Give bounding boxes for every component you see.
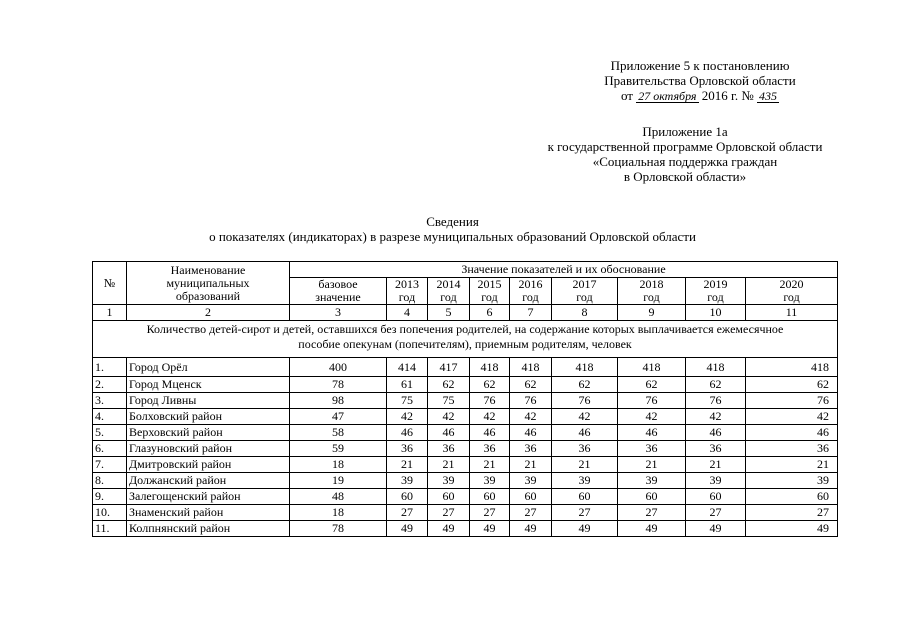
row-year-value: 414 [387,358,428,377]
row-year-value: 39 [746,473,838,489]
row-year-value: 418 [552,358,618,377]
row-base-value: 59 [290,441,387,457]
row-year-value: 21 [618,457,686,473]
row-year-value: 60 [470,489,510,505]
row-year-value: 39 [470,473,510,489]
row-year-value: 76 [618,393,686,409]
row-year-value: 42 [618,409,686,425]
date-prefix: от [620,88,633,103]
row-year-value: 46 [618,425,686,441]
appendix-1a-line3: «Социальная поддержка граждан [592,154,778,169]
col-num-cell: 10 [686,305,746,321]
row-year-value: 76 [470,393,510,409]
row-number: 8. [93,473,127,489]
row-year-value: 39 [686,473,746,489]
col-num-cell: 5 [428,305,470,321]
table-row [93,425,838,441]
row-number: 9. [93,489,127,505]
appendix-5-line2: Правительства Орловской области [604,73,796,88]
col-num-cell: 11 [746,305,838,321]
row-year-value: 418 [470,358,510,377]
row-year-value: 39 [510,473,552,489]
row-municipality-name: Колпнянский район [127,521,290,537]
row-base-value: 48 [290,489,387,505]
row-year-value: 62 [746,377,838,393]
header-year-2018: 2018 год [618,278,686,305]
date-suffix: 2016 г. № [701,88,754,103]
row-year-value: 39 [428,473,470,489]
appendix-1a-line2: к государственной программе Орловской области [547,139,823,154]
row-year-value: 42 [387,409,428,425]
row-number: 6. [93,441,127,457]
row-year-value: 76 [746,393,838,409]
row-year-value: 27 [618,505,686,521]
row-year-value: 62 [428,377,470,393]
row-year-value: 76 [510,393,552,409]
row-municipality-name: Глазуновский район [127,441,290,457]
row-year-value: 46 [686,425,746,441]
handwritten-date: 27 октября [638,89,697,103]
row-municipality-name: Болховский район [127,409,290,425]
row-municipality-name: Верховский район [127,425,290,441]
row-municipality-name: Город Ливны [127,393,290,409]
indicator-row [93,321,838,358]
row-number: 1. [93,358,127,377]
row-year-value: 49 [387,521,428,537]
appendix-5-date-line [560,88,840,103]
row-year-value: 39 [618,473,686,489]
appendix-1a-line4: в Орловской области» [623,169,747,184]
row-year-value: 60 [552,489,618,505]
title-line2: о показателях (индикаторах) в разрезе муниципальных образований Орловской области [209,229,696,244]
row-year-value: 27 [746,505,838,521]
row-base-value: 47 [290,409,387,425]
row-year-value: 36 [387,441,428,457]
row-year-value: 36 [470,441,510,457]
row-municipality-name: Город Мценск [127,377,290,393]
row-year-value: 75 [428,393,470,409]
row-year-value: 76 [686,393,746,409]
row-number: 3. [93,393,127,409]
header-year-2016: 2016 год [510,278,552,305]
row-year-value: 39 [552,473,618,489]
header-num: № [93,262,127,305]
table-row [93,377,838,393]
row-number: 7. [93,457,127,473]
row-number: 4. [93,409,127,425]
col-num-cell: 3 [290,305,387,321]
header-year-2020: 2020 год [746,278,838,305]
appendix-1a-header [530,124,840,184]
row-year-value: 27 [387,505,428,521]
appendix-5-line1: Приложение 5 к постановлению [610,58,790,73]
row-municipality-name: Должанский район [127,473,290,489]
table-row [93,489,838,505]
row-year-value: 60 [686,489,746,505]
row-year-value: 27 [428,505,470,521]
row-year-value: 42 [746,409,838,425]
appendix-1a-line1: Приложение 1а [642,124,728,139]
table-row [93,358,838,377]
col-num-cell: 9 [618,305,686,321]
row-year-value: 75 [387,393,428,409]
row-year-value: 21 [510,457,552,473]
row-year-value: 62 [686,377,746,393]
title-line1: Сведения [426,214,479,229]
row-year-value: 418 [510,358,552,377]
column-numbers-row [93,305,838,321]
row-year-value: 21 [552,457,618,473]
row-year-value: 39 [387,473,428,489]
header-row-1 [93,262,838,278]
row-year-value: 21 [686,457,746,473]
row-year-value: 42 [428,409,470,425]
table-row [93,393,838,409]
row-year-value: 27 [552,505,618,521]
col-num-cell: 6 [470,305,510,321]
header-year-2013: 2013 год [387,278,428,305]
row-base-value: 19 [290,473,387,489]
row-year-value: 49 [552,521,618,537]
row-year-value: 27 [510,505,552,521]
table-row [93,505,838,521]
row-year-value: 36 [686,441,746,457]
row-year-value: 21 [470,457,510,473]
indicators-table [92,261,838,537]
appendix-5-header [560,58,840,103]
row-year-value: 36 [552,441,618,457]
row-year-value: 60 [387,489,428,505]
row-number: 2. [93,377,127,393]
row-year-value: 21 [428,457,470,473]
row-year-value: 60 [510,489,552,505]
row-year-value: 21 [387,457,428,473]
row-base-value: 18 [290,457,387,473]
row-year-value: 61 [387,377,428,393]
row-year-value: 62 [470,377,510,393]
handwritten-number: 435 [759,89,778,103]
col-num-cell: 7 [510,305,552,321]
row-base-value: 78 [290,377,387,393]
table-row [93,457,838,473]
row-year-value: 36 [510,441,552,457]
row-year-value: 42 [552,409,618,425]
row-year-value: 49 [428,521,470,537]
header-name: Наименование муниципальных образований [127,262,290,305]
row-year-value: 46 [746,425,838,441]
row-year-value: 27 [686,505,746,521]
header-year-2019: 2019 год [686,278,746,305]
row-year-value: 49 [470,521,510,537]
table-row [93,441,838,457]
row-year-value: 46 [470,425,510,441]
row-year-value: 418 [686,358,746,377]
row-year-value: 42 [470,409,510,425]
row-year-value: 62 [510,377,552,393]
row-base-value: 58 [290,425,387,441]
row-year-value: 49 [746,521,838,537]
table-row [93,521,838,537]
indicator-description: Количество детей-сирот и детей, оставшихся без попечения родителей, на содержание которых выплачивается ежемесячное пособие опекунам (попечителям), приемным родителям, человек [93,321,838,358]
row-year-value: 417 [428,358,470,377]
col-num-cell: 4 [387,305,428,321]
row-year-value: 62 [552,377,618,393]
row-year-value: 21 [746,457,838,473]
header-group: Значение показателей и их обоснование [290,262,838,278]
row-base-value: 18 [290,505,387,521]
row-base-value: 98 [290,393,387,409]
header-base: базовое значение [290,278,387,305]
table-row [93,409,838,425]
row-number: 11. [93,521,127,537]
row-year-value: 49 [618,521,686,537]
row-year-value: 62 [618,377,686,393]
row-year-value: 46 [387,425,428,441]
row-year-value: 36 [746,441,838,457]
col-num-cell: 1 [93,305,127,321]
row-year-value: 49 [510,521,552,537]
row-year-value: 418 [618,358,686,377]
row-year-value: 46 [552,425,618,441]
header-year-2015: 2015 год [470,278,510,305]
col-num-cell: 2 [127,305,290,321]
row-municipality-name: Залегощенский район [127,489,290,505]
row-year-value: 27 [470,505,510,521]
table-row [93,473,838,489]
row-municipality-name: Город Орёл [127,358,290,377]
row-year-value: 46 [428,425,470,441]
document-title [0,214,905,244]
row-base-value: 400 [290,358,387,377]
row-year-value: 42 [510,409,552,425]
header-year-2017: 2017 год [552,278,618,305]
row-number: 5. [93,425,127,441]
row-municipality-name: Дмитровский район [127,457,290,473]
row-year-value: 42 [686,409,746,425]
row-year-value: 49 [686,521,746,537]
row-number: 10. [93,505,127,521]
row-year-value: 418 [746,358,838,377]
row-year-value: 60 [618,489,686,505]
row-base-value: 78 [290,521,387,537]
row-year-value: 36 [428,441,470,457]
header-year-2014: 2014 год [428,278,470,305]
row-year-value: 60 [428,489,470,505]
row-municipality-name: Знаменский район [127,505,290,521]
row-year-value: 46 [510,425,552,441]
col-num-cell: 8 [552,305,618,321]
row-year-value: 60 [746,489,838,505]
row-year-value: 76 [552,393,618,409]
row-year-value: 36 [618,441,686,457]
